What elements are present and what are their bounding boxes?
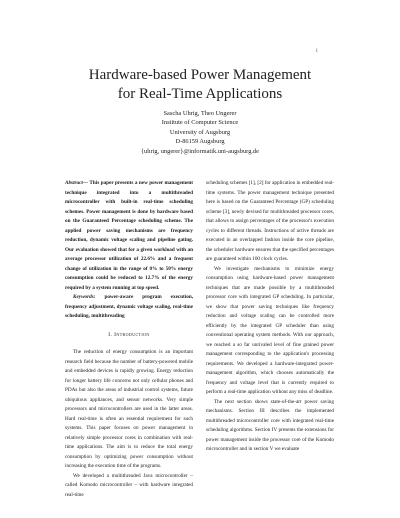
abstract-label: Abstract bbox=[65, 180, 83, 186]
keywords bbox=[65, 293, 193, 322]
title-line-1: Hardware-based Power Management bbox=[88, 67, 312, 83]
section-heading-introduction bbox=[65, 331, 193, 341]
left-column bbox=[65, 179, 193, 500]
author-block bbox=[0, 109, 400, 156]
abstract-text: — This paper presents a new power management technique integrated into a multithreaded microcontroller with built-in real-time scheduling schemes. Power management is done by hardware based on the Guaranteed Percentage scheduling scheme. The applied power saving mechanisms are frequency reduction, dynamic voltage scaling and pipeline gating. Our evaluation showed that for a given workload with an average processor utilization of 22.6% and a frequent change of utilization in the range of 0% to 50% energy consumption could be reduced to 12.7% of the energy required by a system running at top speed. bbox=[65, 180, 193, 291]
paper-title bbox=[0, 66, 400, 104]
section-title: Introduction bbox=[114, 331, 150, 338]
intro-paragraph-3: We investigate mechanisms to minimize energy consumption using hardware-based power management techniques that are made possible by a multithreaded processor core with integrated GP scheduling. In particular, we show that power saving techniques like frequency reduction and voltage scaling can be controlled more efficiently by the integrated GP scheduler than using conventional operating system methods. With our approach, we reached a so far unrivaled level of fine grained power management corresponding to the application's processing requirements. We developed a hardware-integrated power-management algorithm, which chooses automatically the frequency and voltage level that is currently required to perform a real-time application without any miss of deadline. bbox=[206, 265, 334, 395]
author-institute: Institute of Computer Science bbox=[161, 119, 239, 127]
abstract bbox=[65, 179, 193, 293]
right-column bbox=[206, 179, 334, 455]
keywords-text: power-aware program execution, frequency adjustment, dynamic voltage scaling, real-time scheduling, multithreading bbox=[65, 294, 193, 319]
author-email: {uhrig, ungerer}@informatik.uni-augsburg.de bbox=[140, 147, 260, 155]
intro-paragraph-1: The reduction of energy consumption is an important research field because the number of battery-powered mobile and embedded devices is rapidly growing. Energy reduction for longer battery life concerns not only cellular phones and PDAs but also the areas of industrial control systems, future ubiquitous appliances, and sensor networks. Very simple processors and microcontrollers are used in the latter areas. Hard real-time is often an essential requirement for such systems. This paper focuses on power management in relatively simple processor cores in combination with real-time applications. The aim is to reduce the total energy consumption by optimizing power consumption without increasing the execution time of the programs. bbox=[65, 349, 193, 469]
title-line-2: for Real-Time Applications bbox=[117, 86, 283, 102]
intro-paragraph-2-cont: scheduling schemes [1], [2] for application in embedded real-time systems. The power management technique presented here is based on the Guaranteed Percentage (GP) scheduling scheme [3], newly devised for multithreaded processor cores, that allows to assign percentages of the processor's execution cycles to different threads. Instructions of active threads are executed in an overlapped fashion inside the core pipeline, the scheduler hardware ensures that the specified percentages are guaranteed within 100 clock cycles. bbox=[206, 180, 334, 262]
author-names: Sascha Uhrig, Theo Ungerer bbox=[163, 110, 237, 117]
author-address: D-86159 Augsburg bbox=[175, 138, 225, 146]
section-number: I. bbox=[108, 331, 113, 338]
intro-paragraph-2: We developed a multithreaded Java microcontroller – called Komodo microcontroller – with hardware integrated real-time bbox=[65, 472, 193, 498]
keywords-label: Keywords: bbox=[73, 294, 96, 300]
page-number: 1 bbox=[315, 49, 318, 54]
intro-paragraph-4: The next section shows state-of-the-art power saving mechanisms. Section III describes the implemented multithreaded microcontroller core with integrated real-time scheduling algorithms. Section IV presents the extensions for power management inside the processor core of the Komodo microcontroller and in section V we evaluate bbox=[206, 398, 334, 452]
author-university: University of Augsburg bbox=[169, 128, 231, 136]
